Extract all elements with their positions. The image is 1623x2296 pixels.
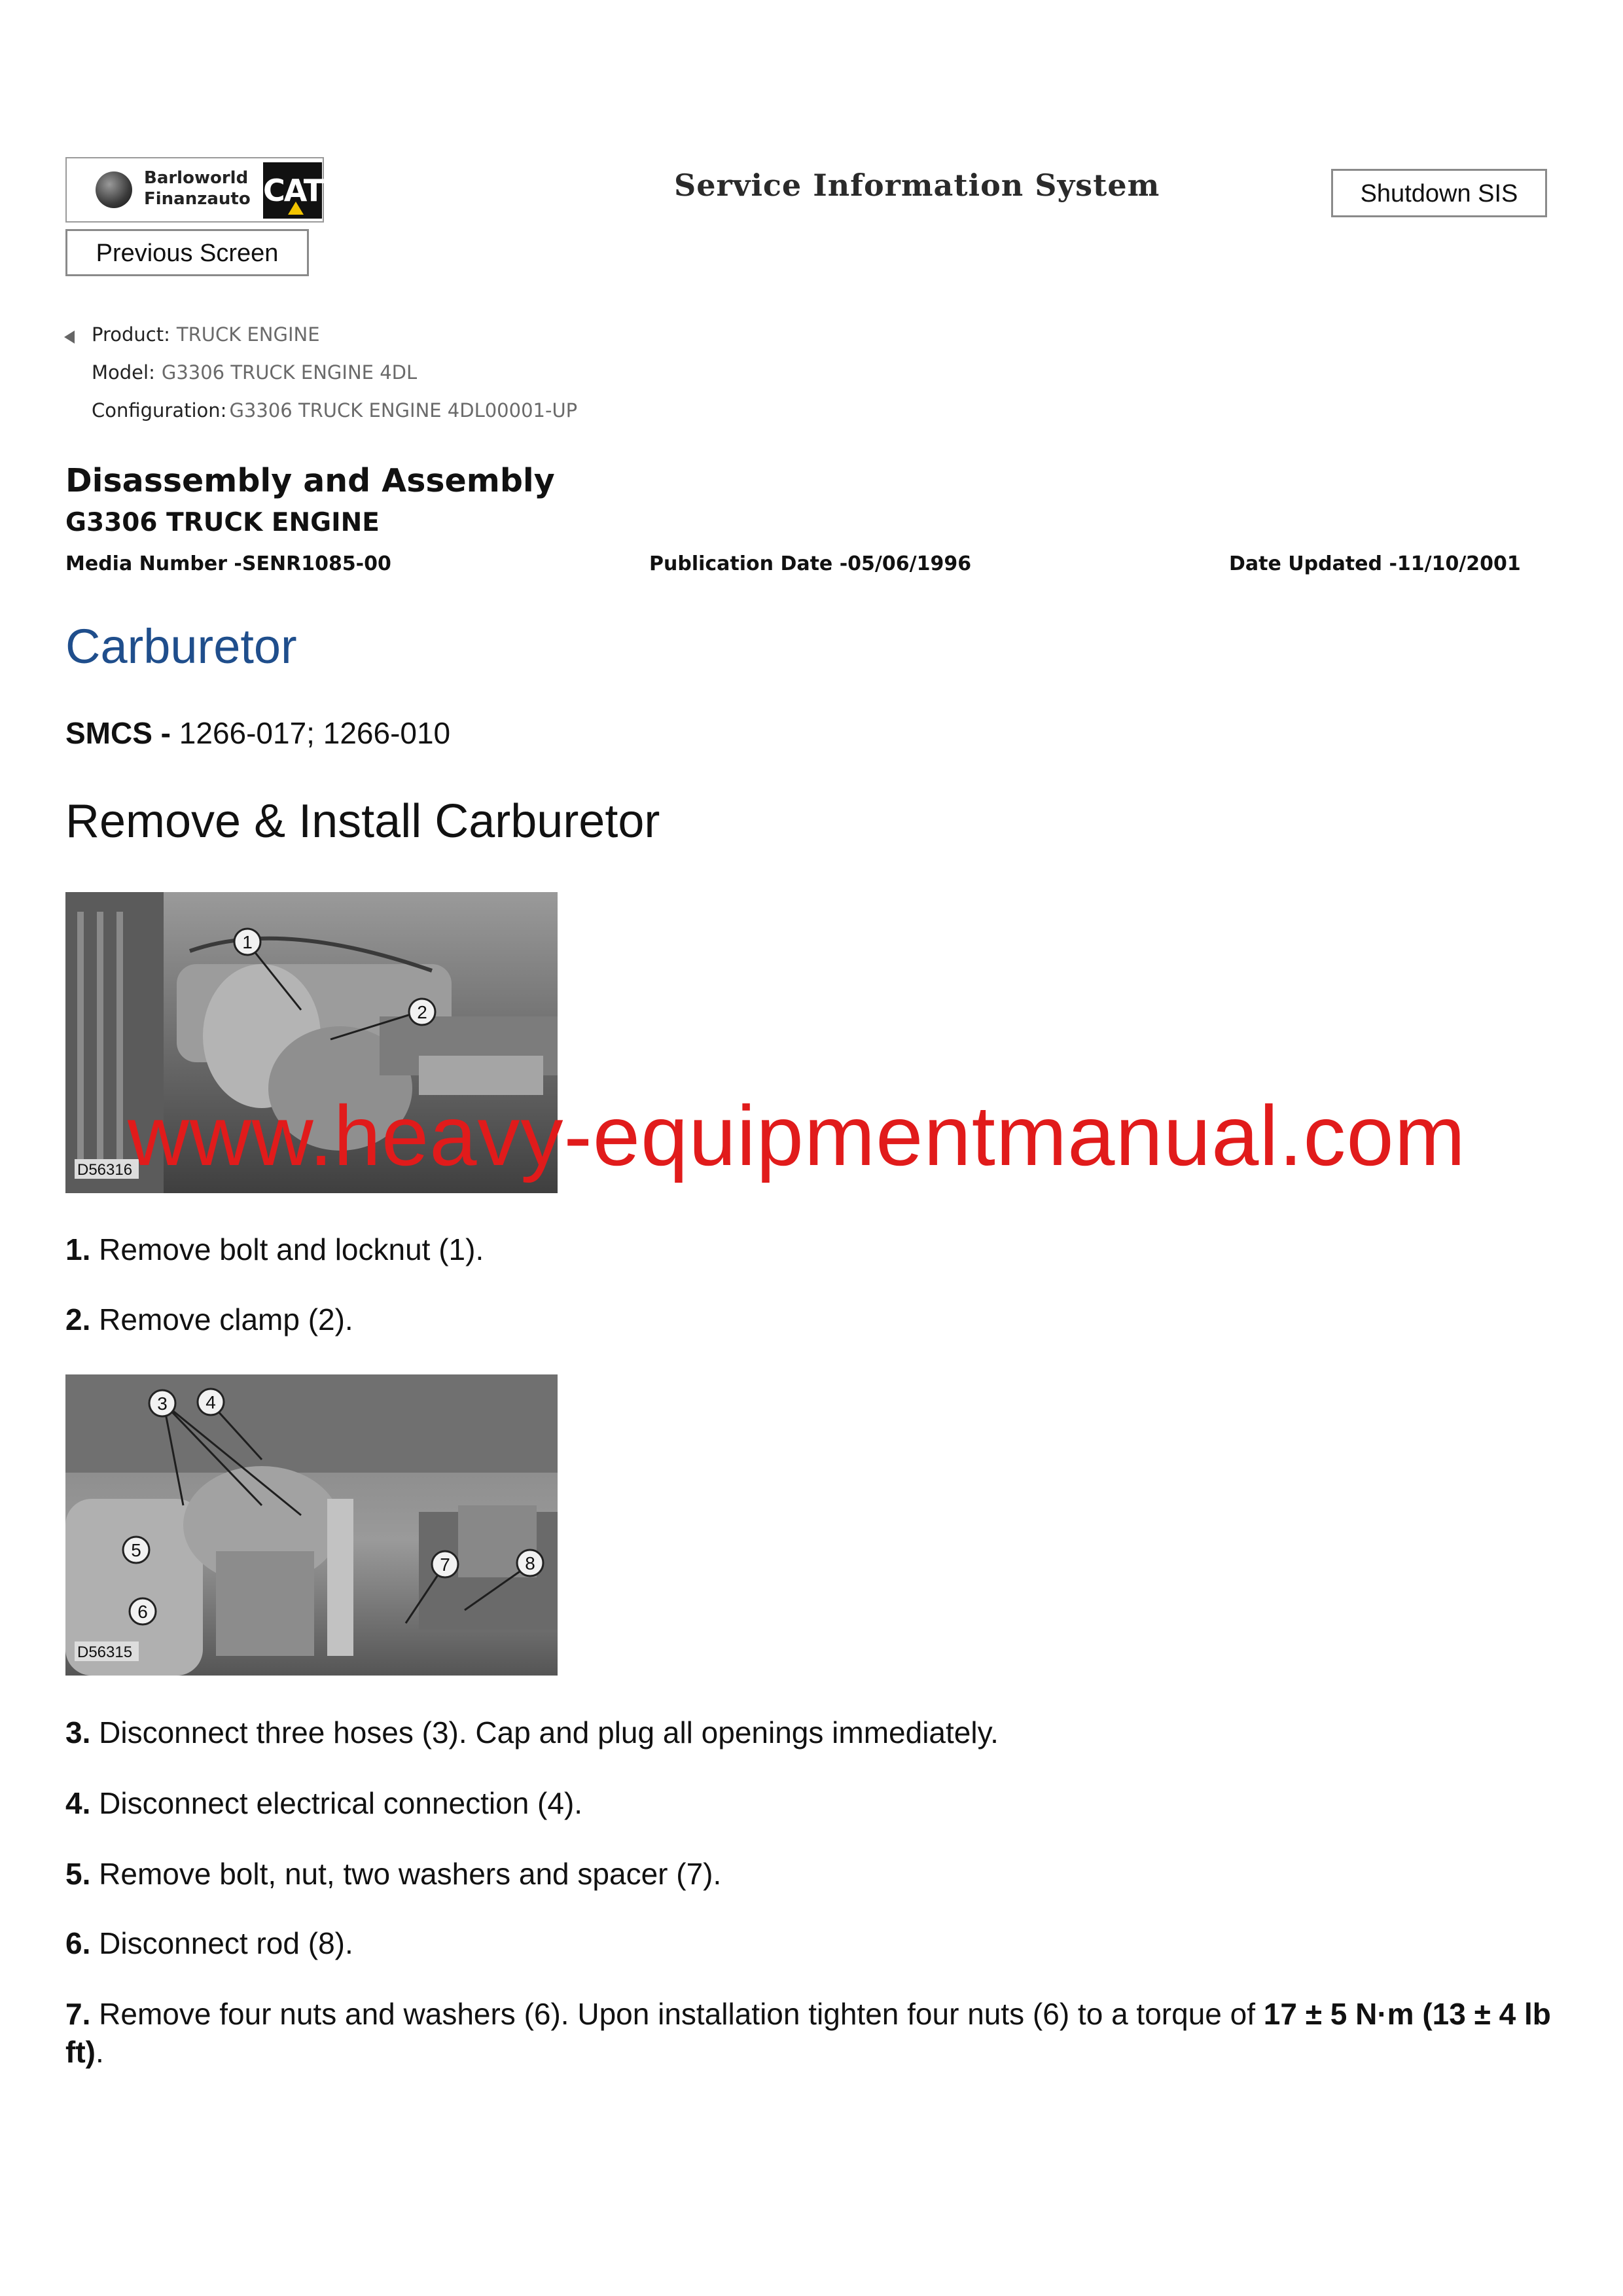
step-7 — [65, 1995, 1558, 2071]
media-number: Media Number -SENR1085-00 — [65, 552, 391, 575]
sis-title: Service Information System — [674, 168, 1160, 203]
step-7-number: 7. — [65, 1997, 91, 2031]
document-title: Disassembly and Assembly — [65, 462, 555, 499]
step-4-number: 4. — [65, 1786, 91, 1820]
step-1-text: Remove bolt and locknut (1). — [99, 1232, 484, 1266]
step-4-text: Disconnect electrical connection (4). — [99, 1786, 583, 1820]
photo1-id: D56316 — [77, 1161, 133, 1179]
photo2-callout-3: 3 — [157, 1393, 168, 1414]
dealer-logo — [65, 157, 324, 223]
document-subtitle: G3306 TRUCK ENGINE — [65, 508, 380, 537]
product-line — [92, 323, 320, 346]
photo2-callout-7: 7 — [440, 1554, 450, 1575]
step-6-text: Disconnect rod (8). — [99, 1926, 353, 1960]
photo2-callout-5: 5 — [131, 1540, 141, 1560]
date-updated: Date Updated -11/10/2001 — [1229, 552, 1521, 575]
model-line — [92, 361, 417, 384]
configuration-line — [92, 399, 577, 422]
model-label: Model: — [92, 361, 155, 384]
publication-date: Publication Date -05/06/1996 — [649, 552, 972, 575]
step-7-tail: . — [95, 2035, 104, 2069]
product-value: TRUCK ENGINE — [176, 323, 320, 346]
step-5-number: 5. — [65, 1857, 91, 1891]
globe-icon — [96, 171, 132, 208]
model-value: G3306 TRUCK ENGINE 4DL — [161, 361, 418, 384]
product-label: Product: — [92, 323, 170, 346]
dealer-logo-text — [144, 168, 249, 209]
cat-triangle-icon — [288, 202, 304, 215]
photo2-callout-6: 6 — [137, 1602, 148, 1622]
step-3-text: Disconnect three hoses (3). Cap and plug all openings immediately. — [99, 1715, 999, 1749]
watermark: www.heavy-equipmentmanual.com — [128, 1088, 1466, 1183]
cat-logo — [263, 162, 322, 219]
page-heading: Carburetor — [65, 619, 297, 673]
smcs-label: SMCS - — [65, 716, 171, 750]
step-3 — [65, 1713, 1558, 1751]
collapse-arrow-icon[interactable] — [64, 331, 75, 344]
step-6-number: 6. — [65, 1926, 91, 1960]
photo1-callout-1: 1 — [242, 932, 253, 952]
section-title: Remove & Install Carburetor — [65, 795, 660, 848]
photo1-callout-2: 2 — [417, 1002, 427, 1022]
configuration-label: Configuration: — [92, 399, 227, 422]
step-7-torque: 17 ± 5 N·m (13 ± 4 lb ft) — [65, 1997, 1551, 2069]
photo2-id: D56315 — [77, 1643, 133, 1661]
step-3-number: 3. — [65, 1715, 91, 1749]
step-7-text: Remove four nuts and washers (6). Upon installation tighten four nuts (6) to a torque of — [99, 1997, 1264, 2031]
step-5 — [65, 1855, 1558, 1893]
smcs-line — [65, 715, 450, 751]
step-1 — [65, 1230, 1558, 1268]
cat-logo-text: CAT — [263, 173, 323, 208]
step-5-text: Remove bolt, nut, two washers and spacer (7). — [99, 1857, 722, 1891]
logo-text-line1: Barloworld — [144, 168, 249, 188]
photo2-callout-8: 8 — [525, 1553, 535, 1573]
step-6 — [65, 1924, 1558, 1962]
step-2 — [65, 1300, 1558, 1338]
carburetor-photo-2 — [65, 1374, 558, 1676]
step-2-number: 2. — [65, 1302, 91, 1336]
smcs-value: 1266-017; 1266-010 — [179, 716, 451, 750]
previous-screen-button[interactable]: Previous Screen — [65, 229, 309, 276]
logo-text-line2: Finanzauto — [144, 189, 251, 209]
step-4 — [65, 1784, 1558, 1822]
step-2-text: Remove clamp (2). — [99, 1302, 353, 1336]
photo2-callout-4: 4 — [205, 1392, 216, 1412]
shutdown-sis-button[interactable]: Shutdown SIS — [1331, 169, 1547, 217]
step-1-number: 1. — [65, 1232, 91, 1266]
configuration-value: G3306 TRUCK ENGINE 4DL00001-UP — [229, 399, 578, 422]
